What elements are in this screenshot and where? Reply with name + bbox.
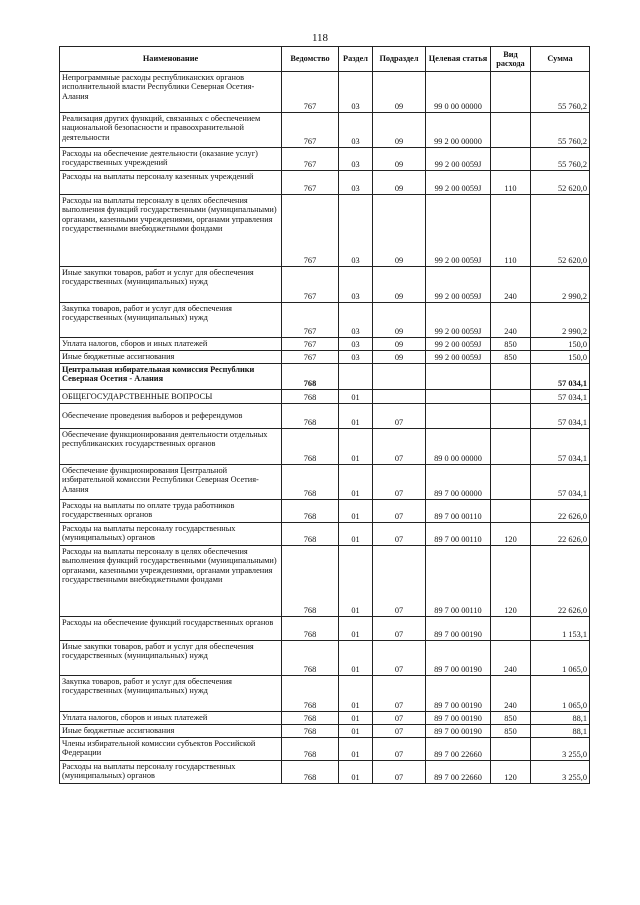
row-sum: 150,0 — [531, 351, 590, 364]
row-target — [426, 390, 491, 404]
row-dept: 768 — [282, 617, 339, 641]
row-expense-type: 850 — [491, 338, 531, 351]
row-expense-type: 110 — [491, 171, 531, 195]
row-sum: 150,0 — [531, 338, 590, 351]
table-row — [60, 303, 590, 338]
row-sum: 22 626,0 — [531, 523, 590, 546]
row-sum: 3 255,0 — [531, 738, 590, 761]
row-target: 89 7 00 00190 — [426, 725, 491, 738]
row-subsection: 07 — [373, 738, 426, 761]
row-sum: 57 034,1 — [531, 364, 590, 390]
row-name: Иные бюджетные ассигнования — [60, 725, 282, 738]
row-target: 89 7 00 00190 — [426, 676, 491, 712]
row-expense-type — [491, 429, 531, 465]
row-subsection — [373, 364, 426, 390]
row-dept: 767 — [282, 171, 339, 195]
row-expense-type: 850 — [491, 725, 531, 738]
row-sum: 57 034,1 — [531, 404, 590, 429]
row-name: Непрограммные расходы республиканских органов исполнительной власти Республики Северная Осетия-Алания — [60, 72, 282, 113]
row-subsection: 09 — [373, 338, 426, 351]
table-row — [60, 676, 590, 712]
row-subsection: 09 — [373, 148, 426, 171]
row-dept: 768 — [282, 390, 339, 404]
row-section: 03 — [339, 351, 373, 364]
row-section: 01 — [339, 546, 373, 617]
row-expense-type — [491, 617, 531, 641]
row-target: 99 2 00 00000 — [426, 113, 491, 148]
row-name: Расходы на выплаты по оплате труда работников государственных органов — [60, 500, 282, 523]
table-row — [60, 738, 590, 761]
row-section: 03 — [339, 113, 373, 148]
row-dept: 767 — [282, 303, 339, 338]
table-row — [60, 390, 590, 404]
row-sum: 55 760,2 — [531, 72, 590, 113]
row-dept: 768 — [282, 761, 339, 784]
row-dept: 768 — [282, 712, 339, 725]
row-sum: 88,1 — [531, 725, 590, 738]
row-dept: 768 — [282, 546, 339, 617]
row-dept: 767 — [282, 148, 339, 171]
table-row — [60, 712, 590, 725]
row-dept: 768 — [282, 465, 339, 500]
row-dept: 767 — [282, 113, 339, 148]
table-row — [60, 171, 590, 195]
row-section: 01 — [339, 465, 373, 500]
row-section: 01 — [339, 617, 373, 641]
row-subsection: 07 — [373, 641, 426, 676]
table-body — [60, 72, 590, 784]
row-subsection: 07 — [373, 761, 426, 784]
row-sum: 1 065,0 — [531, 676, 590, 712]
row-name: Уплата налогов, сборов и иных платежей — [60, 712, 282, 725]
row-dept: 768 — [282, 364, 339, 390]
row-expense-type — [491, 113, 531, 148]
row-target: 89 7 00 00190 — [426, 641, 491, 676]
row-expense-type: 110 — [491, 195, 531, 267]
table-row — [60, 364, 590, 390]
row-target: 89 7 00 00190 — [426, 617, 491, 641]
row-dept: 767 — [282, 72, 339, 113]
row-target: 99 2 00 0059J — [426, 195, 491, 267]
row-subsection: 07 — [373, 500, 426, 523]
row-target: 99 2 00 0059J — [426, 338, 491, 351]
row-expense-type: 240 — [491, 303, 531, 338]
row-target: 89 7 00 00190 — [426, 712, 491, 725]
row-section: 01 — [339, 761, 373, 784]
row-name: Закупка товаров, работ и услуг для обеспечения государственных (муниципальных) нужд — [60, 303, 282, 338]
row-sum: 1 153,1 — [531, 617, 590, 641]
row-expense-type: 240 — [491, 267, 531, 303]
row-target: 99 2 00 0059J — [426, 148, 491, 171]
header-name: Наименование — [60, 47, 282, 72]
row-dept: 767 — [282, 195, 339, 267]
row-section: 01 — [339, 404, 373, 429]
row-section: 01 — [339, 523, 373, 546]
table-row — [60, 429, 590, 465]
row-name: Обеспечение функционирования деятельности отдельных республиканских государственных органов — [60, 429, 282, 465]
row-name: Обеспечение проведения выборов и референдумов — [60, 404, 282, 429]
row-name: Расходы на выплаты персоналу государственных (муниципальных) органов — [60, 523, 282, 546]
row-expense-type: 240 — [491, 641, 531, 676]
table-row — [60, 113, 590, 148]
row-section: 01 — [339, 429, 373, 465]
table-row — [60, 523, 590, 546]
table-row — [60, 641, 590, 676]
row-target: 99 2 00 0059J — [426, 351, 491, 364]
row-subsection: 09 — [373, 72, 426, 113]
row-name: Обеспечение функционирования Центральной избирательной комиссии Республики Северная Осетия-Алания — [60, 465, 282, 500]
table-row — [60, 761, 590, 784]
row-section: 03 — [339, 338, 373, 351]
row-sum: 3 255,0 — [531, 761, 590, 784]
row-subsection: 09 — [373, 195, 426, 267]
row-section: 01 — [339, 725, 373, 738]
row-section: 03 — [339, 148, 373, 171]
table-row — [60, 546, 590, 617]
row-section: 01 — [339, 738, 373, 761]
row-dept: 768 — [282, 676, 339, 712]
row-name: Центральная избирательная комиссия Республики Северная Осетия - Алания — [60, 364, 282, 390]
row-section: 03 — [339, 303, 373, 338]
row-section: 03 — [339, 171, 373, 195]
row-expense-type: 120 — [491, 546, 531, 617]
header-section: Раздел — [339, 47, 373, 72]
table-row — [60, 465, 590, 500]
table-row — [60, 351, 590, 364]
row-subsection: 07 — [373, 712, 426, 725]
row-name: Расходы на выплаты персоналу в целях обеспечения выполнения функций государственными (муниципальными) органами, казенными учреждениями, органами управления государственными внебюджетными фондами — [60, 195, 282, 267]
row-expense-type — [491, 738, 531, 761]
row-target: 89 7 00 00110 — [426, 523, 491, 546]
header-dept: Ведомство — [282, 47, 339, 72]
row-subsection: 09 — [373, 113, 426, 148]
row-section: 03 — [339, 195, 373, 267]
row-sum: 88,1 — [531, 712, 590, 725]
row-sum: 57 034,1 — [531, 465, 590, 500]
row-section: 01 — [339, 500, 373, 523]
row-expense-type — [491, 148, 531, 171]
row-sum: 2 990,2 — [531, 303, 590, 338]
row-target: 89 0 00 00000 — [426, 429, 491, 465]
table-row — [60, 617, 590, 641]
row-section: 03 — [339, 267, 373, 303]
row-name: ОБЩЕГОСУДАРСТВЕННЫЕ ВОПРОСЫ — [60, 390, 282, 404]
table-row — [60, 267, 590, 303]
table-header-row — [60, 47, 590, 72]
row-subsection: 09 — [373, 267, 426, 303]
row-sum: 57 034,1 — [531, 390, 590, 404]
row-dept: 767 — [282, 351, 339, 364]
row-sum: 55 760,2 — [531, 113, 590, 148]
row-target: 89 7 00 22660 — [426, 738, 491, 761]
row-name: Расходы на выплаты персоналу казенных учреждений — [60, 171, 282, 195]
row-target: 89 7 00 22660 — [426, 761, 491, 784]
row-expense-type — [491, 404, 531, 429]
row-subsection: 07 — [373, 465, 426, 500]
table-row — [60, 148, 590, 171]
row-name: Расходы на выплаты персоналу в целях обеспечения выполнения функций государственными (муниципальными) органами, казенными учреждениями, органами управления государственными внебюджетными фондами — [60, 546, 282, 617]
row-target: 89 7 00 00000 — [426, 465, 491, 500]
row-section: 01 — [339, 390, 373, 404]
row-expense-type — [491, 465, 531, 500]
row-dept: 768 — [282, 429, 339, 465]
row-expense-type: 120 — [491, 523, 531, 546]
row-expense-type — [491, 390, 531, 404]
row-subsection: 09 — [373, 351, 426, 364]
row-name: Закупка товаров, работ и услуг для обеспечения государственных (муниципальных) нужд — [60, 676, 282, 712]
row-expense-type — [491, 364, 531, 390]
row-expense-type — [491, 500, 531, 523]
budget-table — [59, 46, 590, 784]
row-dept: 768 — [282, 404, 339, 429]
row-dept: 768 — [282, 738, 339, 761]
row-target: 89 7 00 00110 — [426, 546, 491, 617]
row-section: 01 — [339, 676, 373, 712]
row-dept: 768 — [282, 500, 339, 523]
row-expense-type: 120 — [491, 761, 531, 784]
row-target: 89 7 00 00110 — [426, 500, 491, 523]
header-subsection: Подраздел — [373, 47, 426, 72]
row-sum: 55 760,2 — [531, 148, 590, 171]
row-section: 01 — [339, 641, 373, 676]
row-name: Иные закупки товаров, работ и услуг для обеспечения государственных (муниципальных) нужд — [60, 267, 282, 303]
row-subsection — [373, 390, 426, 404]
row-dept: 768 — [282, 641, 339, 676]
header-expense-type: Вид расхода — [491, 47, 531, 72]
table-row — [60, 72, 590, 113]
table-row — [60, 500, 590, 523]
row-expense-type: 850 — [491, 712, 531, 725]
row-section — [339, 364, 373, 390]
table-row — [60, 404, 590, 429]
row-name: Расходы на обеспечение деятельности (оказание услуг) государственных учреждений — [60, 148, 282, 171]
row-name: Расходы на обеспечение функций государственных органов — [60, 617, 282, 641]
row-expense-type: 850 — [491, 351, 531, 364]
row-name: Иные бюджетные ассигнования — [60, 351, 282, 364]
row-expense-type: 240 — [491, 676, 531, 712]
row-target: 99 0 00 00000 — [426, 72, 491, 113]
row-name: Реализация других функций, связанных с обеспечением национальной безопасности и правоохранительной деятельности — [60, 113, 282, 148]
header-target: Целевая статья — [426, 47, 491, 72]
row-section: 01 — [339, 712, 373, 725]
row-sum: 22 626,0 — [531, 500, 590, 523]
row-target: 99 2 00 0059J — [426, 267, 491, 303]
row-subsection: 09 — [373, 171, 426, 195]
row-sum: 22 626,0 — [531, 546, 590, 617]
row-name: Иные закупки товаров, работ и услуг для обеспечения государственных (муниципальных) нужд — [60, 641, 282, 676]
row-subsection: 07 — [373, 429, 426, 465]
table-row — [60, 195, 590, 267]
row-sum: 57 034,1 — [531, 429, 590, 465]
row-dept: 768 — [282, 523, 339, 546]
row-target: 99 2 00 0059J — [426, 171, 491, 195]
row-dept: 768 — [282, 725, 339, 738]
header-sum: Сумма — [531, 47, 590, 72]
row-sum: 1 065,0 — [531, 641, 590, 676]
row-section: 03 — [339, 72, 373, 113]
row-target — [426, 364, 491, 390]
row-name: Члены избирательной комиссии субъектов Российской Федерации — [60, 738, 282, 761]
row-sum: 52 620,0 — [531, 171, 590, 195]
row-subsection: 09 — [373, 303, 426, 338]
table-row — [60, 725, 590, 738]
row-subsection: 07 — [373, 725, 426, 738]
row-subsection: 07 — [373, 676, 426, 712]
row-subsection: 07 — [373, 617, 426, 641]
row-name: Расходы на выплаты персоналу государственных (муниципальных) органов — [60, 761, 282, 784]
row-target — [426, 404, 491, 429]
row-subsection: 07 — [373, 546, 426, 617]
row-expense-type — [491, 72, 531, 113]
row-dept: 767 — [282, 338, 339, 351]
row-target: 99 2 00 0059J — [426, 303, 491, 338]
row-subsection: 07 — [373, 404, 426, 429]
table-row — [60, 338, 590, 351]
row-subsection: 07 — [373, 523, 426, 546]
row-sum: 52 620,0 — [531, 195, 590, 267]
page-number: 118 — [311, 32, 329, 44]
row-dept: 767 — [282, 267, 339, 303]
row-name: Уплата налогов, сборов и иных платежей — [60, 338, 282, 351]
row-sum: 2 990,2 — [531, 267, 590, 303]
